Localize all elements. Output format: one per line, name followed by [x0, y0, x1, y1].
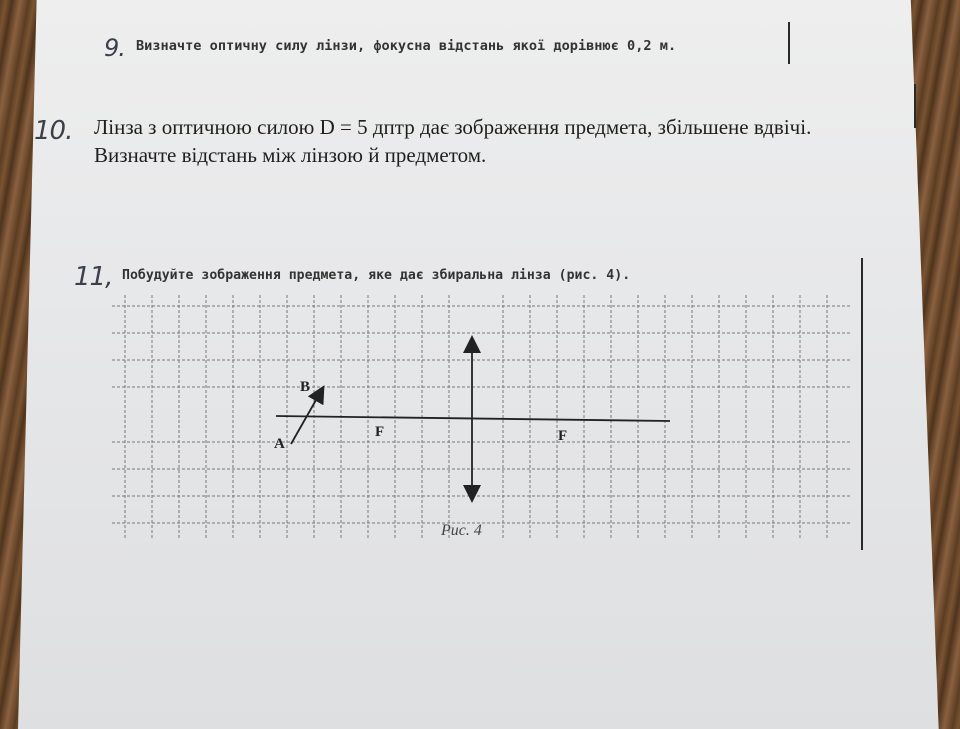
- question-11-text: Побудуйте зображення предмета, яке дає збиральна лінза (рис. 4).: [122, 268, 631, 283]
- focus-left-label: F: [375, 424, 385, 440]
- question-9-number: 9.: [104, 34, 125, 62]
- question-11-number: 11,: [74, 262, 113, 292]
- figure-caption: Рис. 4: [441, 522, 482, 539]
- grid: [112, 295, 850, 540]
- question-10-number: 10.: [34, 116, 73, 146]
- question-10-line-2: Визначте відстань між лінзою й предметом.: [94, 143, 487, 167]
- label-a: A: [274, 436, 285, 452]
- question-9-text: Визначте оптичну силу лінзи, фокусна відстань якої дорівнює 0,2 м.: [136, 38, 677, 54]
- focus-right-label: F: [558, 428, 568, 444]
- object-arrow: [291, 393, 320, 444]
- question-10-line-1: Лінза з оптичною силою D = 5 дптр дає зображення предмета, збільшене вдвічі.: [94, 115, 812, 139]
- label-b: B: [300, 379, 311, 395]
